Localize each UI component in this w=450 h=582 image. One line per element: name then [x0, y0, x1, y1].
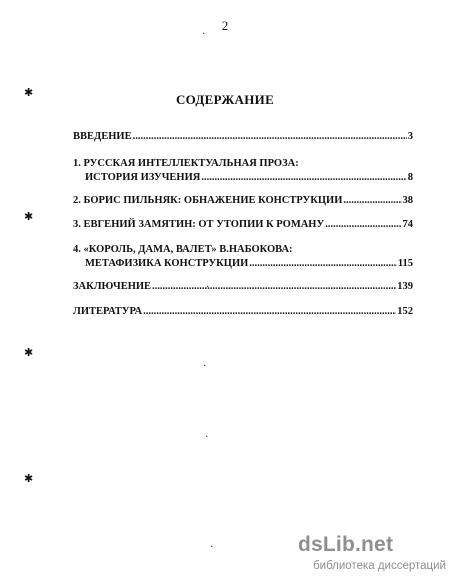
- scan-mark: ✱: [24, 473, 34, 485]
- toc-page-number: 139: [397, 281, 413, 292]
- dot-leader: [343, 194, 401, 208]
- toc-page-number: 38: [402, 195, 413, 206]
- dot-leader: [133, 130, 407, 144]
- scan-speck: ·: [203, 361, 207, 372]
- table-of-contents: [73, 130, 413, 331]
- toc-page-number: 74: [402, 219, 413, 230]
- toc-entry-conclusion: [73, 280, 413, 294]
- scan-speck: ·: [205, 432, 209, 443]
- dot-leader: [152, 280, 396, 294]
- watermark-subtitle: библиотека диссертаций: [313, 560, 446, 572]
- scan-speck: ·: [206, 282, 210, 293]
- toc-entry-chapter-4: [73, 243, 413, 271]
- toc-entry-title: 2. БОРИС ПИЛЬНЯК: ОБНАЖЕНИЕ КОНСТРУКЦИИ: [73, 195, 343, 206]
- page-number: 2: [221, 18, 229, 33]
- toc-entry-title: ВВЕДЕНИЕ: [73, 131, 132, 142]
- scan-mark: ✱: [24, 87, 34, 99]
- toc-entry-title: 4. «КОРОЛЬ, ДАМА, ВАЛЕТ» В.НАБОКОВА:: [73, 244, 293, 255]
- dot-leader: [201, 171, 406, 185]
- toc-entry-chapter-1: [73, 157, 413, 185]
- toc-page-number: 8: [407, 172, 413, 183]
- scan-mark: ✱: [24, 347, 34, 359]
- toc-entry-chapter-3: [73, 218, 413, 232]
- dot-leader: [143, 305, 396, 319]
- toc-heading: СОДЕРЖАНИЕ: [175, 92, 275, 107]
- toc-entry-subtitle: ИСТОРИЯ ИЗУЧЕНИЯ: [85, 172, 201, 183]
- scan-speck: ·: [210, 542, 214, 553]
- toc-entry-literature: [73, 305, 413, 319]
- toc-entry-chapter-2: [73, 194, 413, 208]
- watermark-logo: dsLib.net: [298, 533, 394, 556]
- toc-entry-subtitle: МЕТАФИЗИКА КОНСТРУКЦИИ: [85, 258, 249, 269]
- scan-mark: ✱: [24, 211, 34, 223]
- watermark: [278, 533, 448, 577]
- dot-leader: [249, 257, 397, 271]
- toc-entry-title: 1. РУССКАЯ ИНТЕЛЛЕКТУАЛЬНАЯ ПРОЗА:: [73, 158, 299, 169]
- toc-page-number: 115: [397, 258, 413, 269]
- toc-entry-title: ЗАКЛЮЧЕНИЕ: [73, 281, 152, 292]
- scan-speck: ·: [202, 29, 206, 40]
- toc-page-number: 3: [407, 131, 413, 142]
- toc-entry-title: 3. ЕВГЕНИЙ ЗАМЯТИН: ОТ УТОПИИ К РОМАНУ: [73, 219, 325, 230]
- dot-leader: [325, 218, 401, 232]
- toc-entry-title: ЛИТЕРАТУРА: [73, 306, 143, 317]
- toc-entry-introduction: [73, 130, 413, 144]
- toc-page-number: 152: [397, 306, 413, 317]
